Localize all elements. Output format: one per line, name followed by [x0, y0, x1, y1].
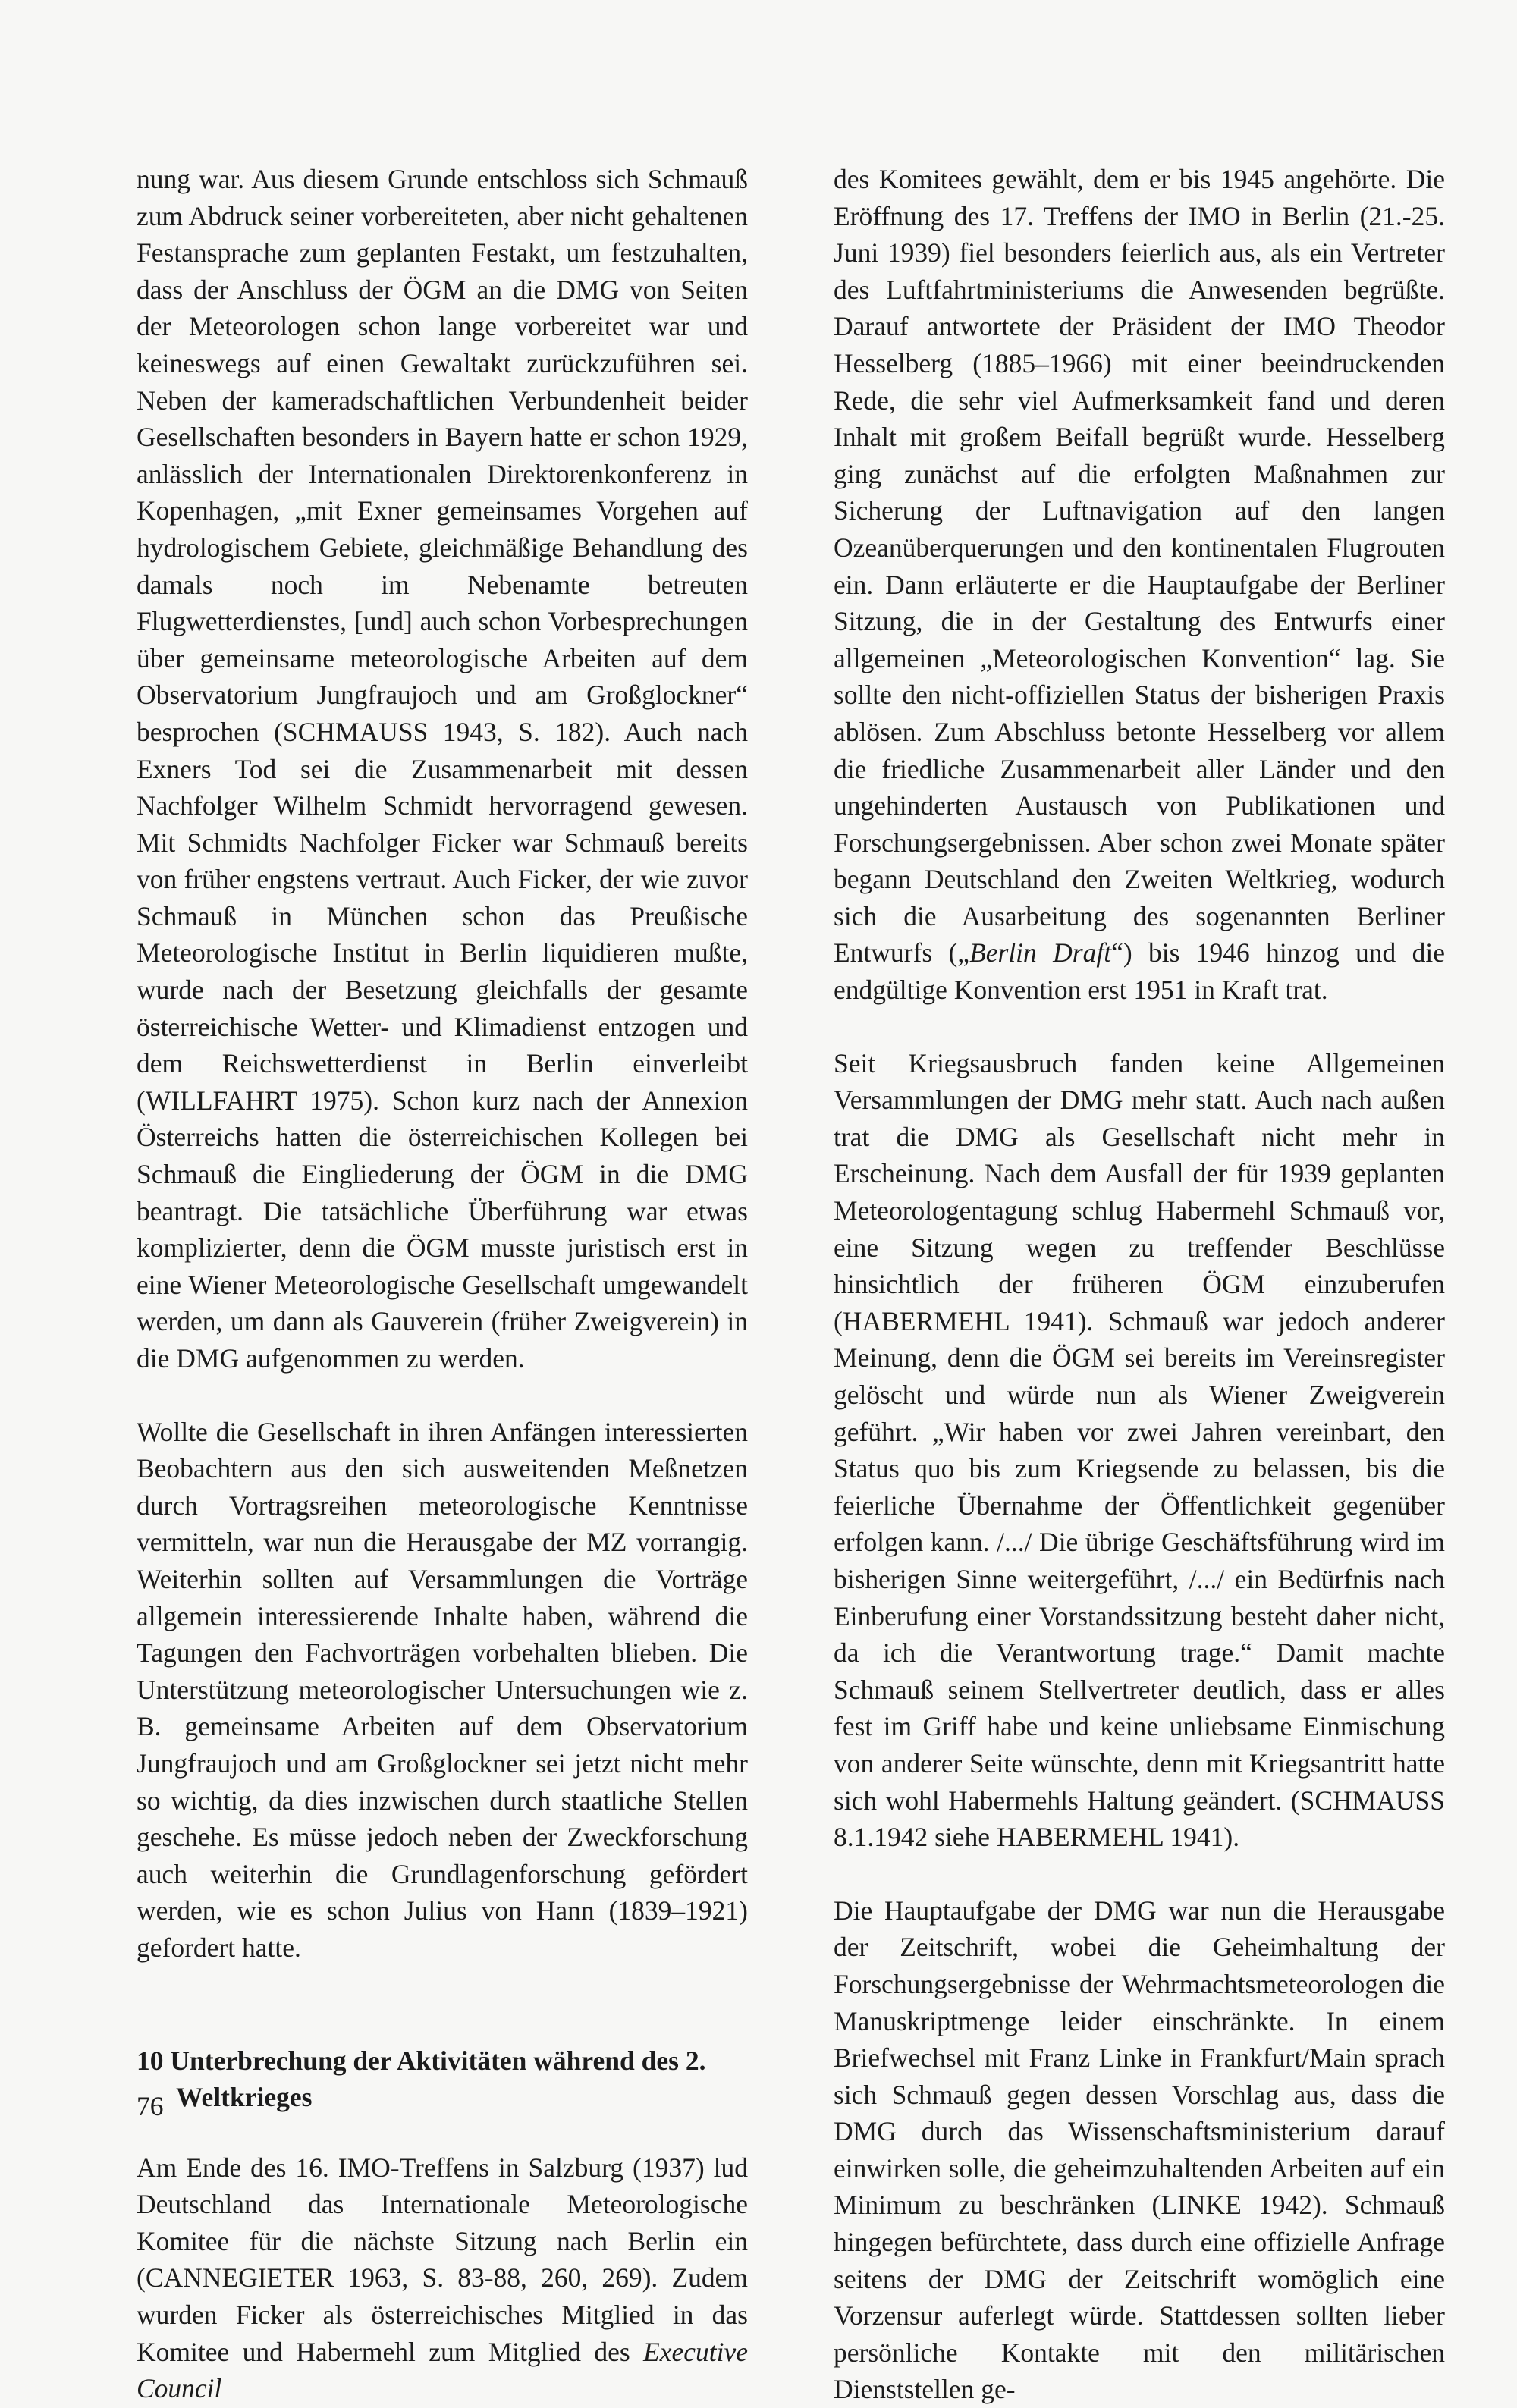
- berlin-draft-term: Berlin Draft: [969, 937, 1112, 969]
- right-paragraph-1-end: “) bis 1946 hinzog und die endgültige Konvention erst 1951 in Kraft trat.: [834, 937, 1445, 1006]
- left-paragraph-2: Wollte die Gesellschaft in ihren Anfängen interessierten Beobachtern aus den sich ausweitenden Meßnetzen durch Vortragsreihen meteorologische Kenntnisse vermitteln, war nun die Herausgabe der MZ vorrangig. Weiterhin sollten auf Versammlungen die Vorträge allgemein interessierende Inhalte haben, während die Tagungen den Fachvorträgen vorbehalten blieben. Die Unterstützung meteorologischer Untersuchungen wie z. B. gemeinsame Arbeiten auf dem Observatorium Jungfraujoch und am Großglockner sei jetzt nicht mehr so wichtig, da dies inzwischen durch staatliche Stellen geschehe. Es müsse jedoch neben der Zweckforschung auch weiterhin die Grundlagenforschung gefördert werden, wie es schon Julius von Hann (1839–1921) gefordert hatte.: [137, 1416, 748, 1963]
- right-paragraph-3: Die Hauptaufgabe der DMG war nun die Herausgabe der Zeitschrift, wobei die Geheimhaltung der Forschungsergebnisse der Wehrmachtsmeteorologen die Manuskriptmenge leider einschränkte. In einem Briefwechsel mit Franz Linke in Frankfurt/Main sprach sich Schmauß gegen dessen Vorschlag aus, dass die DMG durch das Wissenschaftsministerium darauf einwirken solle, die geheimzuhaltenden Arbeiten auf ein Minimum zu beschränken (LINKE 1942). Schmauß hingegen befürchtete, dass durch eine offizielle Anfrage seitens der DMG der Zeitschrift womöglich eine Vorzensur auferlegt würde. Stattdessen sollten lieber persönliche Kontakte mit den militärischen Dienststellen ge-: [834, 1895, 1445, 2405]
- right-column: [834, 161, 1445, 2408]
- right-paragraph-2: Seit Kriegsausbruch fanden keine Allgemeinen Versammlungen der DMG mehr statt. Auch nach außen trat die DMG als Gesellschaft nicht mehr in Erscheinung. Nach dem Ausfall der für 1939 geplanten Meteorologentagung schlug Habermehl Schmauß vor, eine Sitzung wegen zu treffender Beschlüsse hinsichtlich der früheren ÖGM einzuberufen (HABERMEHL 1941). Schmauß war jedoch anderer Meinung, denn die ÖGM sei bereits im Vereinsregister gelöscht und würde nun als Wiener Zweigverein geführt. „Wir haben vor zwei Jahren vereinbart, den Status quo bis zum Kriegsende zu belassen, bis die feierliche Übernahme der Öffentlichkeit gegenüber erfolgen kann. /.../ Die übrige Geschäftsführung wird im bisherigen Sinne weitergeführt, /.../ ein Bedürfnis nach Einberufung einer Vorstandssitzung besteht daher nicht, da ich die Verantwortung trage.“ Damit machte Schmauß seinem Stellvertreter deutlich, dass er alles fest im Griff habe und keine unliebsame Einmischung von anderer Seite wünschte, denn mit Kriegsantritt hatte sich wohl Habermehls Haltung geändert. (SCHMAUSS 8.1.1942 siehe HABERMEHL 1941).: [834, 1047, 1445, 1853]
- left-paragraph-3: [137, 2149, 748, 2407]
- left-paragraph-1: nung war. Aus diesem Grunde entschloss sich Schmauß zum Abdruck seiner vorbereiteten, aber nicht gehaltenen Festansprache zum geplanten Festakt, um festzuhalten, dass der Anschluss der ÖGM an die DMG von Seiten der Meteorologen schon lange vorbereitet war und keineswegs auf einen Gewaltakt zurückzuführen sei. Neben der kameradschaftlichen Verbundenheit beider Gesellschaften besonders in Bayern hatte er schon 1929, anlässlich der Internationalen Direktorenkonferenz in Kopenhagen, „mit Exner gemeinsames Vorgehen auf hydrologischem Gebiete, gleichmäßige Behandlung des damals noch im Nebenamte betreuten Flugwetterdienstes, [und] auch schon Vorbesprechungen über gemeinsame meteorologische Arbeiten auf dem Observatorium Jungfraujoch und am Großglockner“ besprochen (SCHMAUSS 1943, S. 182). Auch nach Exners Tod sei die Zusammenarbeit mit dessen Nachfolger Wilhelm Schmidt hervorragend gewesen. Mit Schmidts Nachfolger Ficker war Schmauß bereits von früher engstens vertraut. Auch Ficker, der wie zuvor Schmauß in München schon das Preußische Meteorologische Institut in Berlin liquidieren mußte, wurde nach der Besetzung gleichfalls der gesamte österreichische Wetter- und Klimadienst entzogen und dem Reichswetterdienst in Berlin einverleibt (WILLFAHRT 1975). Schon kurz nach der Annexion Österreichs hatten die österreichischen Kollegen bei Schmauß die Eingliederung der ÖGM in die DMG beantragt. Die tatsächliche Überführung war etwas komplizierter, denn die ÖGM musste juristisch erst in eine Wiener Meteorologische Gesellschaft umgewandelt werden, um dann als Gauverein (früher Zweigverein) in die DMG aufgenommen zu werden.: [137, 164, 748, 1374]
- right-paragraph-1-start: des Komitees gewählt, dem er bis 1945 angehörte. Die Eröffnung des 17. Treffens der IMO in Berlin (21.-25. Juni 1939) fiel besonders feierlich aus, als ein Vertreter des Luftfahrtministeriums die Anwesenden begrüßte. Darauf antwortete der Präsident der IMO Theodor Hesselberg (1885–1966) mit einer beeindruckenden Rede, die sehr viel Aufmerksamkeit fand und deren Inhalt mit großem Beifall begrüßt wurde. Hesselberg ging zunächst auf die erfolgten Maßnahmen zur Sicherung der Luftnavigation auf den langen Ozeanüberquerungen und den kontinentalen Flugrouten ein. Dann erläuterte er die Hauptaufgabe der Berliner Sitzung, die in der Gestaltung des Entwurfs einer allgemeinen „Meteorologischen Konvention“ lag. Sie sollte den nicht-offiziellen Status der bisherigen Praxis ablösen. Zum Abschluss betonte Hesselberg vor allem die friedliche Zusammenarbeit aller Länder und den ungehinderten Austausch von Publikationen und Forschungsergebnissen. Aber schon zwei Monate später begann Deutschland den Zweiten Weltkrieg, wodurch sich die Ausarbeitung des sogenannten Berliner Entwurfs („: [834, 164, 1445, 969]
- left-column: [137, 161, 748, 2407]
- page-number: 76: [137, 2091, 164, 2121]
- right-paragraph-1: [834, 161, 1445, 1009]
- executive-council-term: Executive Council: [137, 2336, 748, 2404]
- left-paragraph-3-text: Am Ende des 16. IMO-Treffens in Salzburg (1937) lud Deutschland das Internationale Meteorologische Komitee für die nächste Sitzung nach Berlin ein (CANNEGIETER 1963, S. 83-88, 260, 269). Zudem wurden Ficker als österreichisches Mitglied in das Komitee und Habermehl zum Mitglied des: [137, 2152, 748, 2367]
- section-heading: 10 Unterbrechung der Aktivitäten während des 2. Weltkrieges: [137, 2045, 706, 2113]
